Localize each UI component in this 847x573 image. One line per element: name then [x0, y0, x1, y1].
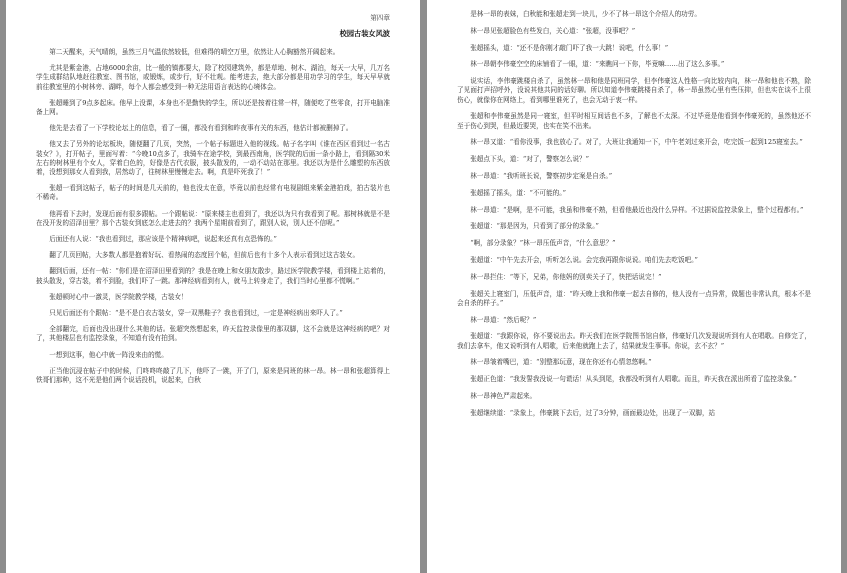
- paragraph: 他先是去看了一下学校论坛上的信息，看了一圈，都没有看到和昨夜事有关的东西，他估计都被删掉了。: [49, 124, 353, 133]
- paragraph: 林一昂皱着嘴巴，道：“别整那玩意，现在你还有心情忽悠啊。”: [470, 358, 652, 367]
- left-page-body: [36, 48, 390, 385]
- paragraph: 张超顿时心中一激灵，医学院教学楼，古装女！: [49, 292, 188, 301]
- chapter-number: 第四章: [370, 14, 390, 22]
- paragraph: 后面还有人说：“我也看到过，那应该是个精神病吧，说起来还真有点恐怖的。”: [49, 235, 277, 244]
- paragraph: 张超一看到这帖子，帖子的时间是几天前的，他也没太在意，毕竟以前也经常有电视剧组来紫金港拍戏，拍古装片也不稀奇。: [36, 184, 390, 202]
- document-page-left: [6, 0, 420, 573]
- paragraph: 林一昂道：“然后呢？”: [470, 315, 537, 324]
- paragraph: 林一昂拦住：“等下，兄弟，你他妈的别卖关子了，快把话说完！”: [470, 272, 662, 281]
- paragraph: 林一昂朝李伟豪空空的床铺看了一眼，道：“来瞧问一下你，毕竟嘛……出了这么多事。”: [470, 60, 725, 69]
- paragraph: 他又去了另外的论坛板块，随便翻了几页，突然，一个帖子标题进入他的视线。帖子名字叫《谁在西区看到过一名古装女？》，打开帖子，里面写着：“今晚10点多了，我骑车在途学校，到最西南角，医学院的后面一条小路上，看到隔30米左右的树林里有个女人，穿着白色的，好像是古代衣服，披头散发的，一动不动站在那里。我还以为是什么雕塑的东西放着，没想到那女人看到我，居然动了，往树林里慢慢走去。啊，真是吓死我了！”: [36, 140, 390, 177]
- paragraph: 张超道：“中午先去开会，听听怎么说。会完我再跟你说说。咱们先去吃饭吧。”: [470, 255, 698, 264]
- paragraph: 林一昂道：“我听班长说，警察初步定案是自杀。”: [470, 171, 613, 180]
- paragraph: 他再看下去时，发现后面有很多跟帖。一个跟帖说：“原来楼主也看到了，我还以为只有我看到了呢。那树林就是不是在没开发的沼泽田里？那个古装女到底怎么走进去的？我两个星期前看到了，跟别人说，别人还不信呢。”: [36, 209, 390, 227]
- page-gap: [420, 0, 427, 573]
- paragraph: 张超摇了摇头，道：“不可能的。”: [470, 188, 566, 197]
- paragraph: 是林一昂的表妹，白秋能和张超走到一块儿，少不了林一昂这个介绍人的功劳。: [470, 10, 701, 18]
- document-page-right: [427, 0, 841, 573]
- paragraph: 只见后面还有个跟帖：“是不是白衣古装女，穿一双黑鞋子？我也看到过，一定是神经病出来吓人了。”: [49, 309, 343, 318]
- paragraph: 林一昂见张超脸色有些发白，关心道：“张超，没事吧？”: [470, 26, 636, 35]
- paragraph: 张超继续道：“录象上，伟豪跳下去后，过了3分钟，画面最边处，出现了一双脚，站: [470, 408, 716, 417]
- paragraph: 张超正色道：“我发誓我没说一句谎话！从头到尾，我都没听到有人唱歌。而且，昨天我在派出所看了监控录象。”: [470, 375, 797, 384]
- paragraph: 全部翻完，后面也没出现什么其他的话。张超突然想起来，昨天监控录像里的那双脚，这不会就是这神经病的吧？对了，其他楼层也有监控录象，不知道有没有拍到。: [36, 325, 390, 343]
- paragraph: 林一昂道：“是啊，是不可能，我虽和伟豪不熟，但看他最近也没什么异样。不过据说监控录象上，整个过程都有。”: [470, 205, 804, 214]
- paragraph: 第二天醒来，天气晴朗，虽然三月气温依然较低，但难得的晴空万里，依然让人心胸豁然开阔起来。: [49, 48, 340, 56]
- paragraph: 张超睡到了9点多起床。他早上没课，本身也不是勤快的学生，所以还是按着往常一样，随便吃了些零食，打开电脑准备上网。: [36, 98, 390, 117]
- paragraph: “啊，部分录象？”林一昂压低声音，“什么意思？”: [470, 239, 616, 248]
- right-page-body: [457, 10, 811, 418]
- paragraph: 张超和李伟豪虽然是同一寝室，但平时相互间话也不多，了解也不太深。不过毕竟是他看到李伟豪死的，虽然他还不至于伤心到哭，但最近要哭，也实在笑不出来。: [457, 112, 811, 130]
- paragraph: 说实话，李伟豪跳楼自杀了，虽然林一昂和他是同班同学，但李伟豪这人性格一向比较内向，林一昂和他也不熟，除了见面打声招呼外，没说其他共同的话好聊。所以知道李伟豪跳楼自杀了，林一昂虽然心里有些压抑，但也实在谈不上很伤心，就像你在网络上，看到哪里谁死了，也会无动于衷一样。: [457, 77, 811, 104]
- paragraph: 林一昂又道：“看你没事，我也放心了。对了，大班让我通知一下，中午老刘过来开会，吃完饭一起到125寝室去。”: [470, 138, 803, 147]
- paragraph: 张超道：“那是因为，只看到了部分的录象。”: [470, 222, 599, 231]
- paragraph: 张超点下头，道：“对了，警察怎么说？”: [470, 155, 590, 164]
- paragraph: 正当他沉浸在帖子中的时候，门咚咚咚敲了几下，他吓了一跳，开了门，原来是同班的林一昂。林一昂和张超算得上铁哥们那种，这不光是他们两个说话投机，说起来，白秋: [36, 366, 390, 385]
- paragraph: 林一昂神色严肃起来。: [470, 391, 537, 400]
- paragraph: 翻到后面，还有一帖：“你们是在沼泽田里看到的？我是在晚上和女朋友散步，路过医学院教学楼，看到楼上站着的，披头散发，穿古装，着不到脸，我们吓了一跳。那神经病看到有人，就马上转身走了，我们当时心里都不慌啊。”: [36, 267, 390, 285]
- paragraph: 一想到这事，他心中就一阵没来由的慌。: [49, 350, 168, 359]
- paragraph: 尤其是紫金港，占地6000余亩，比一般的镇都要大，除了校园建筑外，都是草地、树木、湖泊，每天一大早，几万名学生成群结队地赶往教室、图书馆，或锻炼，或步行，好不壮观。能考进去，绝大部分都是用功学习的学生，每天早早就前往教室里的小树林旁、湖畔，每个人都会感受到一种无法用语言表达的心境体会。: [36, 64, 390, 91]
- paragraph: 张超摇头，道：“还不是你刚才敲门吓了我一大跳！说吧，什么事！”: [470, 43, 669, 52]
- paragraph: 张超道：“我跟你说，你不要说出去。昨天我们在医学院图书馆自修，伟豪好几次发现说听到有人在唱歌。自修完了，我们去拿车，他又说听到有人唱歌，后来他就跑上去了，结果就发生事事。你说，玄不玄？”: [457, 332, 811, 350]
- paragraph: 张超关上寝室门，压低声音，道：“昨天晚上我和伟豪一起去自修的，他人没有一点异常，做题也非常认真，根本不是会自杀的样子。”: [457, 289, 811, 307]
- chapter-title: 校园古装女风波: [339, 29, 390, 38]
- paragraph: 翻了几页回帖，大多数人都是抱着好玩、看热闹的态度回个帖，但前后也有十多个人表示看到过这古装女。: [49, 251, 360, 260]
